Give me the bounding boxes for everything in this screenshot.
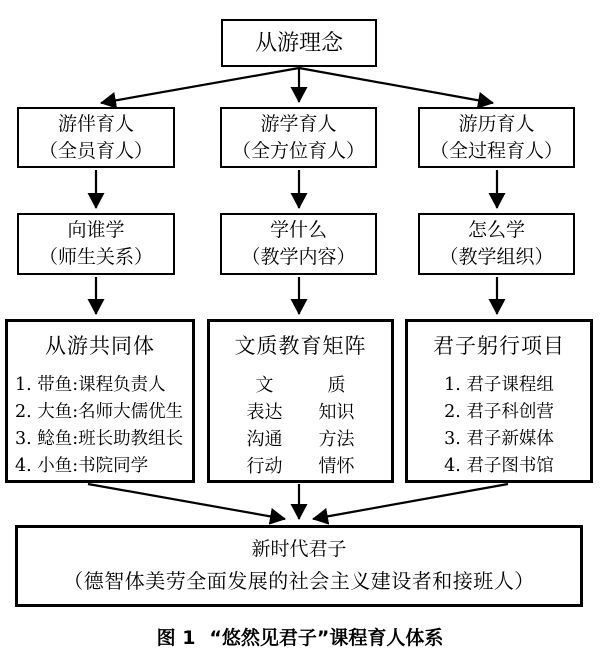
- node-title: 游历育人: [458, 112, 535, 135]
- list-item: 4. 小鱼:书院同学: [15, 456, 149, 476]
- node-outcome-title: 新时代君子: [251, 538, 347, 560]
- matrix-cell: 表达: [246, 402, 283, 423]
- node-title: 游学育人: [260, 112, 337, 135]
- node-community: [5, 319, 195, 483]
- node-subtitle: （全过程育人）: [429, 139, 563, 162]
- node-outcome: [15, 525, 583, 607]
- node-title: 游伴育人: [57, 112, 134, 135]
- matrix-cell: 质: [327, 375, 346, 396]
- node-concept-label: 从游理念: [254, 30, 343, 56]
- node-subtitle: （全方位育人）: [231, 139, 365, 162]
- node-subtitle: （教学内容）: [241, 246, 356, 268]
- matrix-cell: 情怀: [318, 456, 355, 477]
- list-item: 1. 君子课程组: [444, 375, 554, 395]
- node-whom-to-learn: [17, 213, 175, 275]
- matrix-cell: 知识: [318, 402, 355, 423]
- arrow-top-to-right: [299, 68, 493, 103]
- figure-number: 图 1: [156, 627, 196, 649]
- node-title: 怎么学: [467, 219, 525, 241]
- list-item: 2. 大鱼:名师大儒优生: [15, 402, 184, 422]
- node-study-education: [220, 107, 377, 168]
- list-item: 1. 带鱼:课程负责人: [15, 375, 166, 395]
- node-title: 向谁学: [67, 219, 125, 241]
- node-projects: [405, 319, 593, 483]
- matrix-cell: 文: [255, 375, 274, 396]
- node-matrix-title: 文质教育矩阵: [234, 334, 367, 358]
- node-subtitle: （全员育人）: [38, 139, 153, 162]
- projects-list: [444, 372, 554, 480]
- matrix-cell: 行动: [246, 456, 283, 477]
- figure-title: “悠然见君子”课程育人体系: [209, 627, 444, 649]
- node-concept: [221, 19, 377, 67]
- arrow-r4-bottom-right: [313, 484, 508, 519]
- node-companion-education: [17, 107, 175, 168]
- matrix-table: [236, 372, 366, 480]
- figure-caption: [0, 624, 600, 652]
- list-item: 3. 鲶鱼:班长助教组长: [15, 429, 184, 449]
- node-what-to-learn: [220, 213, 377, 275]
- community-list: [15, 372, 183, 480]
- matrix-cell: 沟通: [246, 429, 283, 450]
- node-community-title: 从游共同体: [45, 334, 155, 358]
- node-subtitle: （师生关系）: [38, 246, 153, 268]
- node-subtitle: （教学组织）: [439, 246, 554, 268]
- node-how-to-learn: [418, 213, 575, 275]
- node-experience-education: [418, 107, 575, 168]
- arrow-r4-bottom-left: [88, 484, 285, 519]
- node-outcome-subtitle: （德智体美劳全面发展的社会主义建设者和接班人）: [63, 569, 535, 593]
- node-projects-title: 君子躬行项目: [433, 334, 565, 358]
- node-matrix: [207, 319, 394, 483]
- matrix-cell: 方法: [318, 429, 355, 450]
- node-title: 学什么: [269, 219, 327, 241]
- list-item: 3. 君子新媒体: [444, 429, 554, 449]
- arrow-top-to-left: [101, 68, 299, 103]
- list-item: 4. 君子图书馆: [444, 456, 554, 476]
- list-item: 2. 君子科创营: [444, 402, 554, 422]
